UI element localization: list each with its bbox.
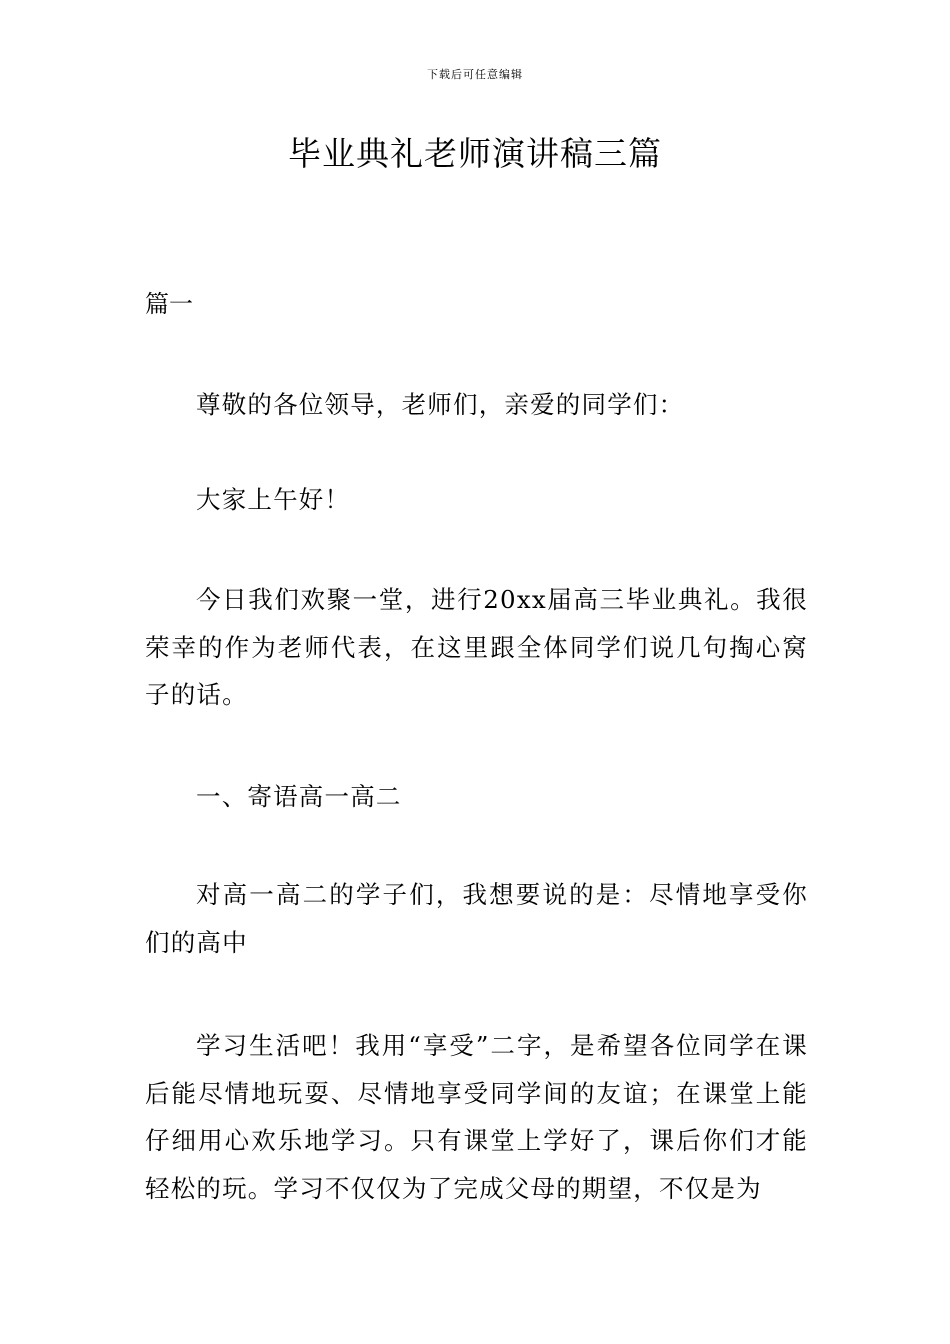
- paragraph-message-continued: 学习生活吧！我用“享受”二字，是希望各位同学在课后能尽情地玩耍、尽情地享受同学间的友谊；在课堂上能仔细用心欢乐地学习。只有课堂上学好了，课后你们才能轻松的玩。学习不仅仅为了完成父母的期望，不仅是为: [145, 1031, 808, 1203]
- document-title: 毕业典礼老师演讲稿三篇: [288, 134, 662, 173]
- paragraph-intro: 今日我们欢聚一堂，进行20xx届高三毕业典礼。我很荣幸的作为老师代表，在这里跟全体同学们说几句掏心窝子的话。: [145, 585, 808, 709]
- section-label: 篇一: [145, 290, 193, 318]
- paragraph-greeting: 大家上午好！: [196, 485, 351, 514]
- paragraph-message-start: 对高一高二的学子们，我想要说的是：尽情地享受你们的高中: [145, 880, 808, 957]
- header-note: 下载后可任意编辑: [427, 68, 523, 81]
- paragraph-salutation: 尊敬的各位领导，老师们，亲爱的同学们：: [196, 390, 685, 419]
- paragraph-heading-one: 一、寄语高一高二: [196, 782, 402, 811]
